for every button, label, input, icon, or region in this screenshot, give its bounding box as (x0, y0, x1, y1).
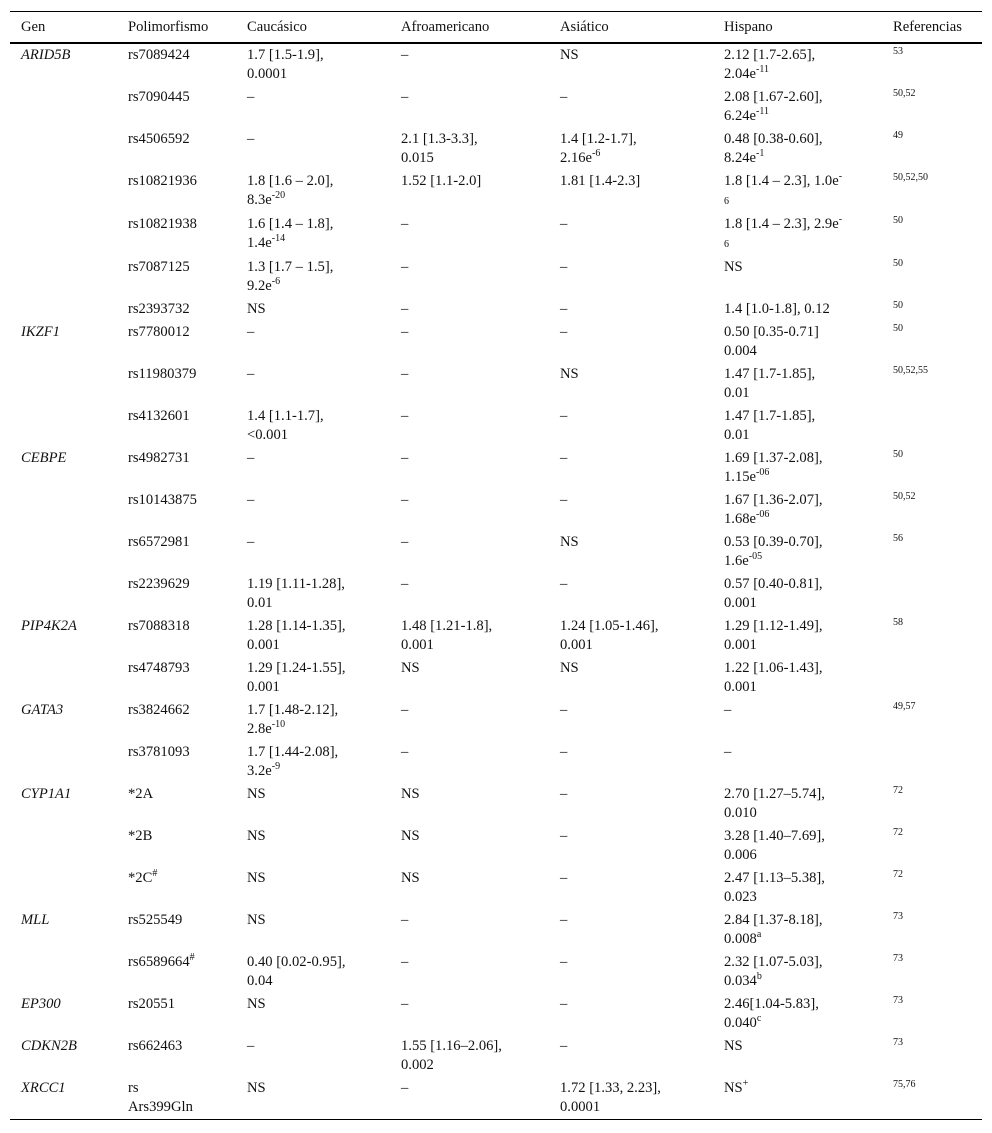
african-american-cell: – (401, 89, 409, 105)
gene-cell (10, 363, 117, 405)
hispanic-cell: 2.08 [1.67-2.60], $6.24e^{-11}$ (724, 89, 823, 124)
asian-cell: NS (560, 534, 579, 550)
table-row (10, 1035, 982, 1077)
african-american-cell: – (401, 702, 409, 718)
polymorphism-cell: rs2393732 (128, 301, 190, 317)
table-row (10, 447, 982, 489)
asian-cell: – (560, 996, 568, 1012)
african-american-cell: NS (401, 660, 420, 676)
reference-cell: 50,52,55 (893, 365, 928, 376)
african-american-cell: 1.52 [1.1-2.0] (401, 173, 482, 189)
reference-cell: 72 (893, 827, 903, 838)
african-american-cell: – (401, 366, 409, 382)
caucasian-cell: 1.4 [1.1-1.7], <0.001 (247, 408, 324, 443)
gene-cell: CDKN2B (21, 1038, 77, 1054)
table-row (10, 170, 982, 213)
caucasian-cell: – (247, 131, 255, 147)
polymorphism-cell: *2B (128, 828, 153, 844)
hispanic-cell: NS (724, 259, 743, 275)
reference-cell: 72 (893, 785, 903, 796)
gene-cell (10, 489, 117, 531)
polymorphism-cell: *2A (128, 786, 154, 802)
caucasian-cell: – (247, 89, 255, 105)
table-row (10, 321, 982, 363)
header-row (10, 12, 982, 44)
reference-cell: 50,52 (893, 491, 916, 502)
caucasian-cell: 1.19 [1.11-1.28], 0.01 (247, 576, 345, 611)
polymorphism-cell: rs3781093 (128, 744, 190, 760)
reference-cell: 50 (893, 323, 903, 334)
hispanic-cell: 1.69 [1.37-2.08], $1.15e^{-06}$ (724, 450, 823, 485)
polymorphism-table (10, 11, 982, 1120)
african-american-cell: 2.1 [1.3-3.3], 0.015 (401, 131, 478, 166)
asian-cell: 1.4 [1.2-1.7], $2.16e^{-6}$ (560, 131, 637, 166)
polymorphism-cell: rs7780012 (128, 324, 190, 340)
reference-cell: 58 (893, 617, 903, 628)
table-row (10, 128, 982, 170)
table-row (10, 405, 982, 447)
hispanic-cell: 1.4 [1.0-1.8], 0.12 (724, 301, 830, 317)
caucasian-cell: 0.40 [0.02-0.95], 0.04 (247, 954, 346, 989)
polymorphism-cell: rs20551 (128, 996, 176, 1012)
asian-cell: – (560, 450, 568, 466)
hispanic-cell: 2.84 [1.37-8.18], 0.008$^a$ (724, 912, 823, 947)
gene-cell (10, 741, 117, 783)
reference-cell: 50 (893, 258, 903, 269)
gene-cell (10, 825, 117, 867)
caucasian-cell: 1.3 [1.7 – 1.5], $9.2e^{-6}$ (247, 259, 334, 294)
caucasian-cell: 1.8 [1.6 – 2.0], $8.3e^{-20}$ (247, 173, 334, 208)
table-row (10, 615, 982, 657)
african-american-cell: NS (401, 870, 420, 886)
caucasian-cell: NS (247, 301, 266, 317)
african-american-cell: – (401, 492, 409, 508)
caucasian-cell: 1.29 [1.24-1.55], 0.001 (247, 660, 346, 695)
reference-cell: 49,57 (893, 701, 916, 712)
hispanic-cell: 2.46[1.04-5.83], 0.040$^c$ (724, 996, 819, 1031)
caucasian-cell: NS (247, 786, 266, 802)
caucasian-cell: NS (247, 912, 266, 928)
polymorphism-cell: rs7089424 (128, 47, 190, 63)
hispanic-cell: 1.47 [1.7-1.85], 0.01 (724, 408, 816, 443)
hispanic-cell: 0.57 [0.40-0.81], 0.001 (724, 576, 823, 611)
reference-cell: 50,52 (893, 88, 916, 99)
table-row (10, 363, 982, 405)
table-row (10, 783, 982, 825)
caucasian-cell: – (247, 534, 255, 550)
african-american-cell: – (401, 324, 409, 340)
header-caucasico: Caucásico (236, 12, 390, 44)
caucasian-cell: – (247, 1038, 255, 1054)
african-american-cell: – (390, 1077, 549, 1120)
reference-cell: 73 (893, 953, 903, 964)
african-american-cell: – (401, 576, 409, 592)
header-referencias: Referencias (882, 12, 982, 44)
gene-cell: ARID5B (21, 47, 71, 63)
asian-cell: – (560, 870, 568, 886)
asian-cell: – (560, 259, 568, 275)
african-american-cell: NS (401, 786, 420, 802)
hispanic-cell: 2.12 [1.7-2.65], $2.04e^{-11}$ (724, 47, 816, 82)
polymorphism-cell: rs4748793 (128, 660, 190, 676)
table-row (10, 699, 982, 741)
caucasian-cell: NS (247, 828, 266, 844)
caucasian-cell: 1.7 [1.44-2.08], $3.2e^{-9}$ (247, 744, 339, 779)
table-row (10, 573, 982, 615)
caucasian-cell: 1.28 [1.14-1.35], 0.001 (247, 618, 346, 653)
african-american-cell: – (401, 408, 409, 424)
gene-cell (10, 531, 117, 573)
hispanic-cell: 1.8 [1.4 – 2.3], 2.9e- 6 (724, 214, 843, 250)
gene-cell (10, 657, 117, 699)
reference-cell (882, 405, 982, 447)
african-american-cell: – (401, 954, 409, 970)
hispanic-cell: 1.29 [1.12-1.49], 0.001 (724, 618, 823, 653)
gene-cell: XRCC1 (10, 1077, 117, 1120)
caucasian-cell: 1.7 [1.48-2.12], $2.8e^{-10}$ (247, 702, 339, 737)
gene-cell: PIP4K2A (21, 618, 77, 634)
gene-cell (10, 951, 117, 993)
polymorphism-cell: rs4132601 (128, 408, 190, 424)
caucasian-cell: 1.7 [1.5-1.9], 0.0001 (247, 47, 324, 82)
reference-cell: 50,52,50 (893, 172, 928, 183)
table-row (10, 256, 982, 298)
gene-cell (10, 573, 117, 615)
gene-cell (10, 405, 117, 447)
asian-cell: – (560, 954, 568, 970)
polymorphism-cell: rs7087125 (128, 259, 190, 275)
asian-cell: – (560, 301, 568, 317)
gene-cell: IKZF1 (21, 324, 60, 340)
table-row (10, 298, 982, 321)
asian-cell: – (560, 576, 568, 592)
table-row (10, 86, 982, 128)
reference-cell: 50 (893, 300, 903, 311)
reference-cell: 73 (893, 1037, 903, 1048)
african-american-cell: – (401, 47, 409, 63)
asian-cell: – (560, 89, 568, 105)
polymorphism-cell: rs6572981 (128, 534, 190, 550)
reference-cell: 72 (893, 869, 903, 880)
hispanic-cell: NS (724, 1038, 743, 1054)
african-american-cell: – (401, 216, 409, 232)
hispanic-cell: 2.47 [1.13–5.38], 0.023 (724, 870, 825, 905)
polymorphism-cell: rs Ars399Gln (117, 1077, 236, 1120)
gene-cell (10, 170, 117, 213)
reference-cell: 49 (893, 130, 903, 141)
caucasian-cell: – (247, 366, 255, 382)
table-row (10, 489, 982, 531)
reference-cell (882, 573, 982, 615)
table-row (10, 741, 982, 783)
hispanic-cell: 2.32 [1.07-5.03], 0.034$^b$ (724, 954, 823, 989)
table-row (10, 1077, 982, 1120)
asian-cell: 1.24 [1.05-1.46], 0.001 (560, 618, 659, 653)
hispanic-cell: 1.67 [1.36-2.07], $1.68e^{-06}$ (724, 492, 823, 527)
hispanic-cell: 1.22 [1.06-1.43], 0.001 (724, 660, 823, 695)
reference-cell: 73 (893, 995, 903, 1006)
caucasian-cell: 1.6 [1.4 – 1.8], $1.4e^{-14}$ (247, 216, 334, 251)
polymorphism-cell: rs10143875 (128, 492, 197, 508)
polymorphism-cell: rs4506592 (128, 131, 190, 147)
table-row (10, 43, 982, 86)
asian-cell: – (560, 492, 568, 508)
table-row (10, 213, 982, 256)
gene-cell (10, 256, 117, 298)
polymorphism-cell: rs7090445 (128, 89, 190, 105)
asian-cell: 1.72 [1.33, 2.23], 0.0001 (549, 1077, 713, 1120)
gene-cell: CYP1A1 (21, 786, 72, 802)
hispanic-cell: 1.8 [1.4 – 2.3], 1.0e- 6 (724, 171, 843, 207)
hispanic-cell: NS+ (713, 1077, 882, 1120)
asian-cell: NS (560, 366, 579, 382)
african-american-cell: NS (401, 828, 420, 844)
polymorphism-cell: rs11980379 (128, 366, 197, 382)
caucasian-cell: NS (247, 996, 266, 1012)
caucasian-cell: NS (247, 870, 266, 886)
polymorphism-cell: rs6589664# (128, 952, 195, 970)
gene-cell: CEBPE (21, 450, 67, 466)
table-row (10, 993, 982, 1035)
polymorphism-cell: rs10821938 (128, 216, 197, 232)
asian-cell: – (560, 744, 568, 760)
polymorphism-cell: rs525549 (128, 912, 183, 928)
african-american-cell: 1.48 [1.21-1.8], 0.001 (401, 618, 493, 653)
hispanic-cell: 0.53 [0.39-0.70], $1.6e^{-05}$ (724, 534, 823, 569)
african-american-cell: – (401, 450, 409, 466)
hispanic-cell: 0.50 [0.35-0.71] 0.004 (724, 324, 819, 359)
gene-cell (10, 298, 117, 321)
gene-cell (10, 128, 117, 170)
polymorphism-cell: rs4982731 (128, 450, 190, 466)
african-american-cell: – (401, 744, 409, 760)
asian-cell: – (560, 786, 568, 802)
polymorphism-cell: rs10821936 (128, 173, 197, 189)
hispanic-cell: 0.48 [0.38-0.60], $8.24e^{-1}$ (724, 131, 823, 166)
hispanic-cell: – (724, 744, 732, 760)
header-hispano: Hispano (713, 12, 882, 44)
asian-cell: NS (560, 660, 579, 676)
table-row (10, 909, 982, 951)
polymorphism-cell: rs7088318 (128, 618, 190, 634)
asian-cell: – (560, 828, 568, 844)
african-american-cell: – (401, 301, 409, 317)
asian-cell: 1.81 [1.4-2.3] (560, 173, 641, 189)
asian-cell: – (560, 1038, 568, 1054)
table-row (10, 825, 982, 867)
gene-cell: MLL (21, 912, 50, 928)
reference-cell: 50 (893, 215, 903, 226)
reference-cell: 50 (893, 449, 903, 460)
table-row (10, 951, 982, 993)
header-gen: Gen (10, 12, 117, 44)
header-polimorfismo: Polimorfismo (117, 12, 236, 44)
asian-cell: – (560, 702, 568, 718)
polymorphism-cell: rs3824662 (128, 702, 190, 718)
reference-cell (882, 741, 982, 783)
polymorphism-cell: rs2239629 (128, 576, 190, 592)
table-container (10, 0, 982, 1120)
african-american-cell: – (401, 912, 409, 928)
reference-cell: 75,76 (882, 1077, 982, 1120)
gene-cell: GATA3 (21, 702, 64, 718)
gene-cell (10, 867, 117, 909)
african-american-cell: – (401, 534, 409, 550)
polymorphism-cell: *2C# (128, 868, 158, 886)
african-american-cell: – (401, 259, 409, 275)
hispanic-cell: – (724, 702, 732, 718)
asian-cell: – (560, 324, 568, 340)
caucasian-cell: – (247, 450, 255, 466)
table-row (10, 867, 982, 909)
table-row (10, 531, 982, 573)
table-body (10, 43, 982, 1120)
header-afroamericano: Afroamericano (390, 12, 549, 44)
gene-cell (10, 86, 117, 128)
african-american-cell: – (401, 996, 409, 1012)
asian-cell: – (560, 912, 568, 928)
caucasian-cell: NS (236, 1077, 390, 1120)
gene-cell (10, 213, 117, 256)
reference-cell: 73 (893, 911, 903, 922)
caucasian-cell: – (247, 324, 255, 340)
reference-cell: 56 (893, 533, 903, 544)
hispanic-cell: 3.28 [1.40–7.69], 0.006 (724, 828, 825, 863)
polymorphism-cell: rs662463 (128, 1038, 183, 1054)
reference-cell (882, 657, 982, 699)
hispanic-cell: 1.47 [1.7-1.85], 0.01 (724, 366, 816, 401)
caucasian-cell: – (247, 492, 255, 508)
reference-cell: 53 (893, 46, 903, 57)
african-american-cell: 1.55 [1.16–2.06], 0.002 (401, 1038, 502, 1073)
asian-cell: – (560, 408, 568, 424)
table-row (10, 657, 982, 699)
gene-cell: EP300 (21, 996, 61, 1012)
hispanic-cell: 2.70 [1.27–5.74], 0.010 (724, 786, 825, 821)
header-asiatico: Asiático (549, 12, 713, 44)
asian-cell: – (560, 216, 568, 232)
asian-cell: NS (560, 47, 579, 63)
